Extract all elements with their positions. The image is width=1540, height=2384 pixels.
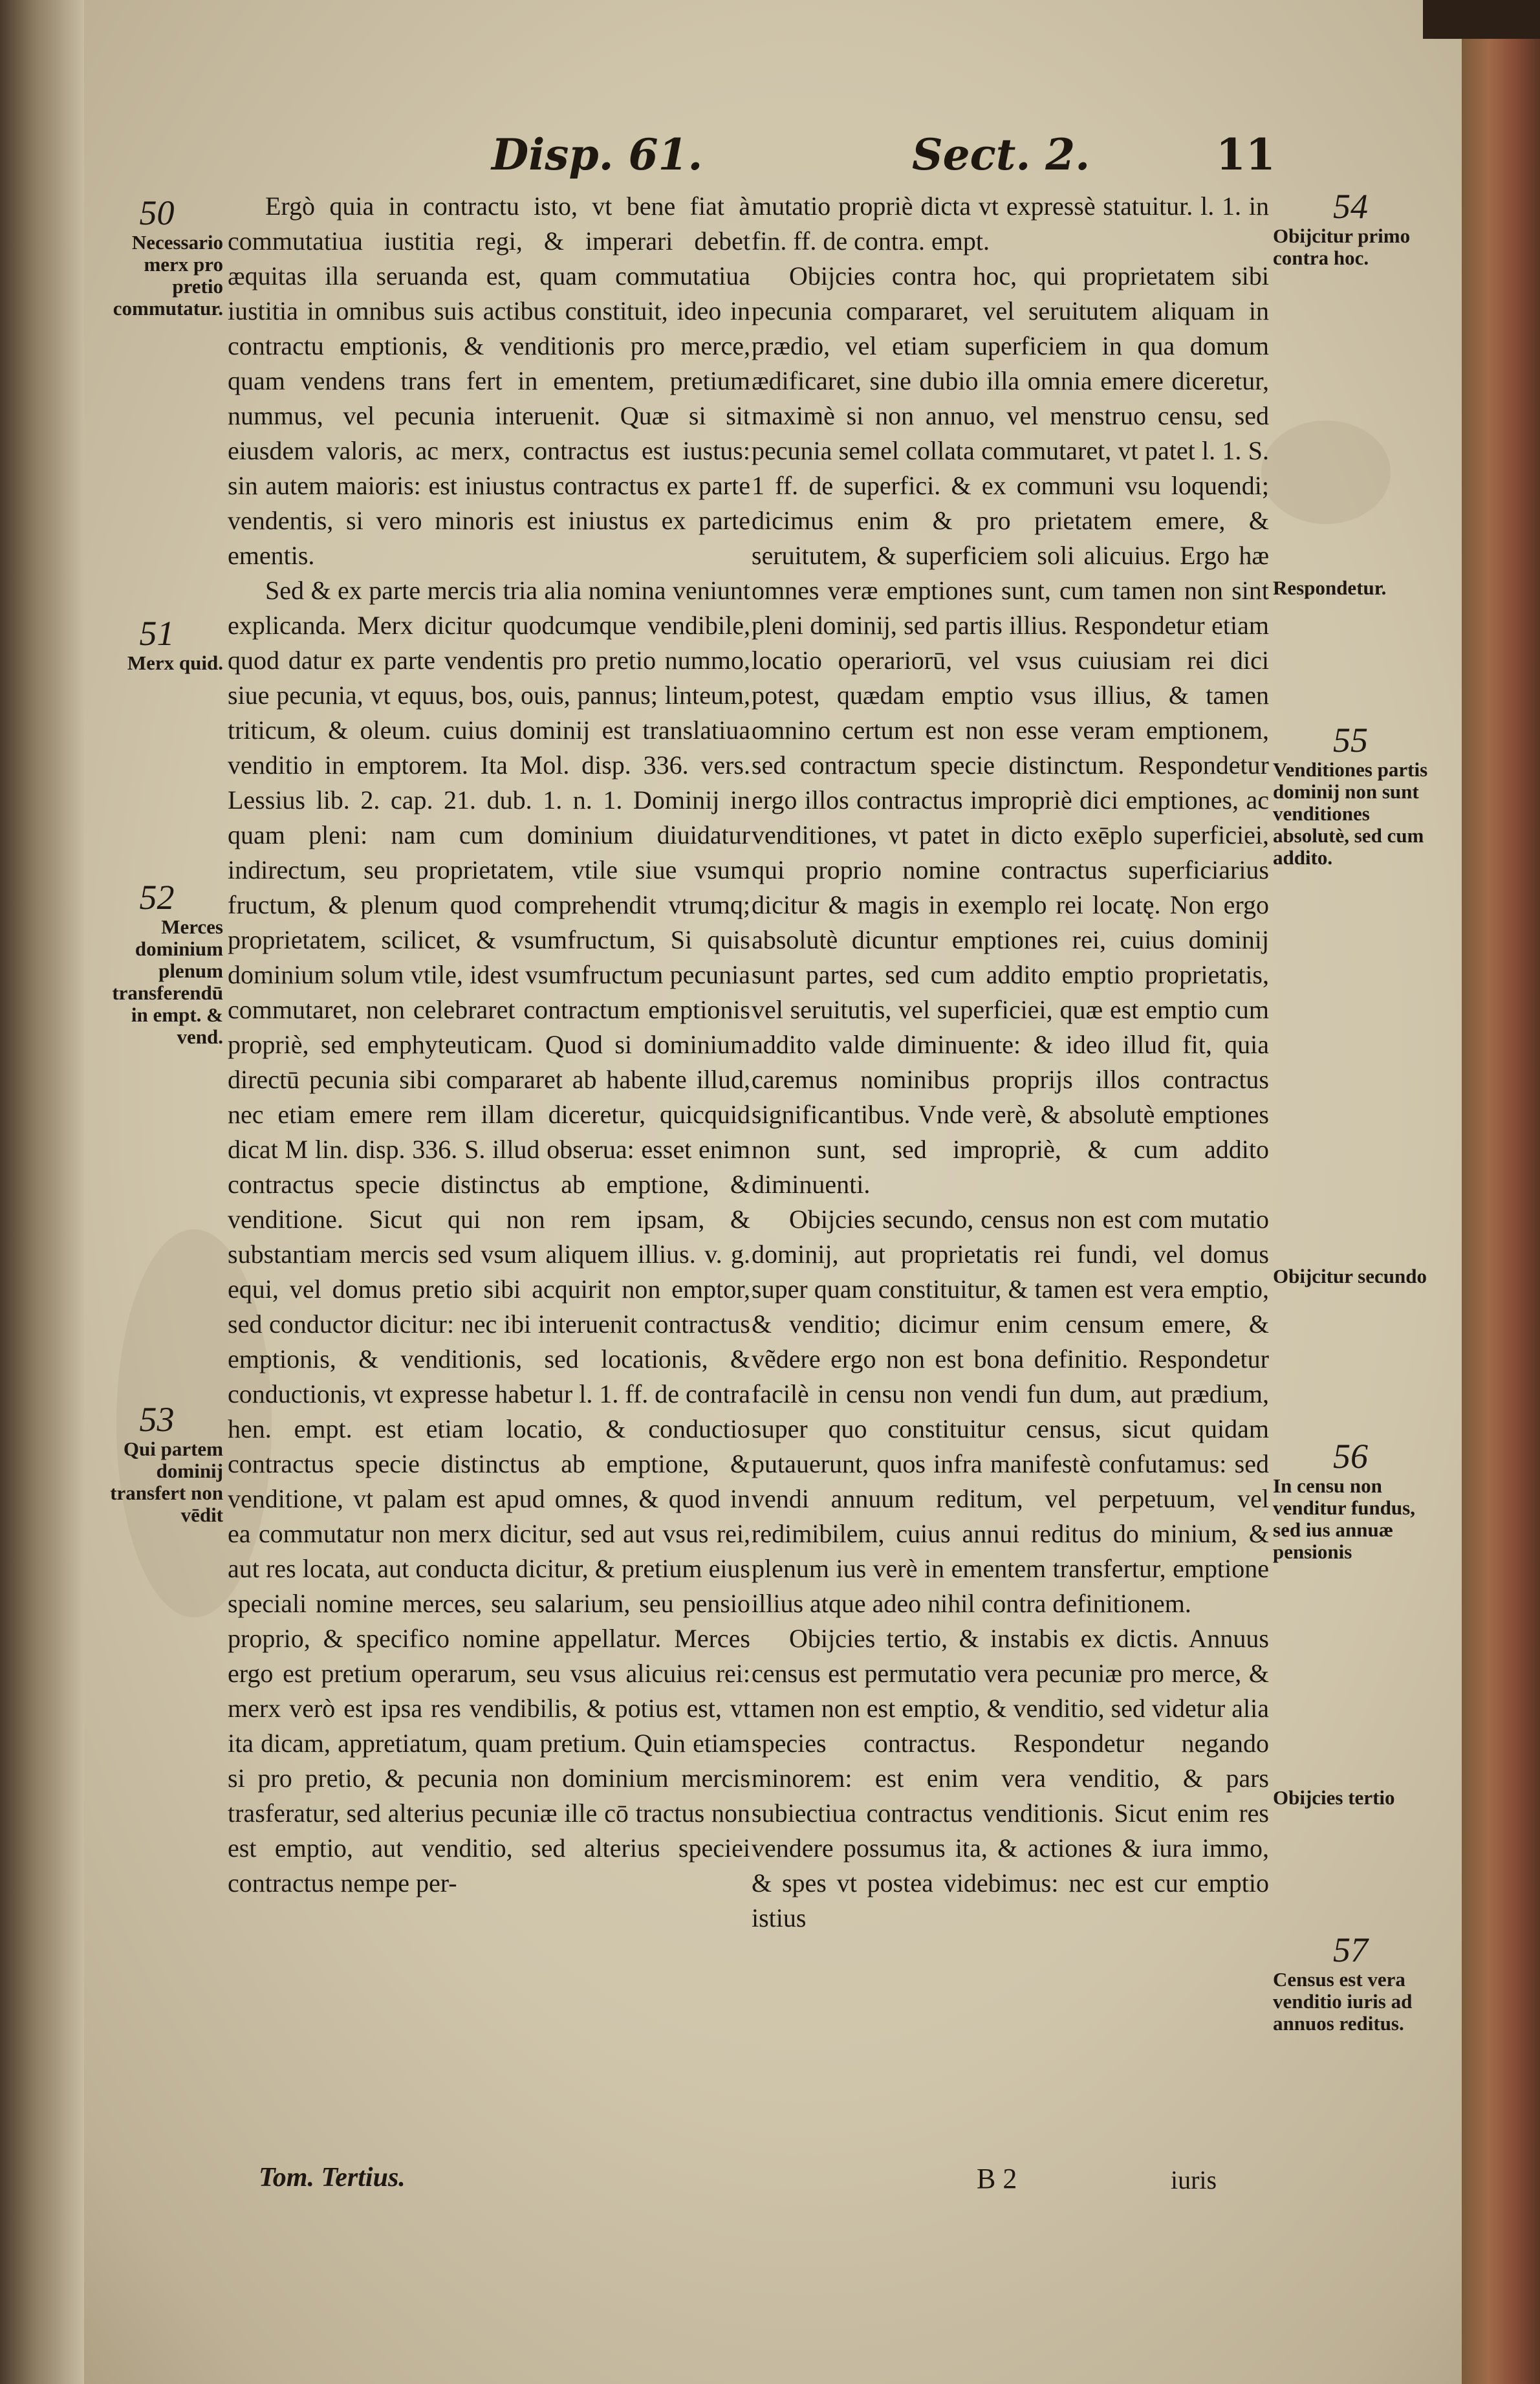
left-margin-note-51 <box>91 615 223 674</box>
marginal-number: 53 <box>139 1400 175 1439</box>
right-margin-note-obijcitur-secundo <box>1273 1265 1428 1287</box>
paper-stain <box>1261 421 1391 524</box>
marginal-number: 50 <box>139 193 175 232</box>
gutter-shadow <box>0 0 84 2384</box>
header-section: Sect. 2. <box>912 129 1090 180</box>
left-margin-note-52 <box>91 879 223 1048</box>
right-margin-note-obijcies-tertio <box>1273 1787 1428 1809</box>
marginal-note-text: Necessario merx pro pretio commutatur. <box>113 231 223 320</box>
paragraph: Sed & ex parte mercis tria alia nomina veniunt explicanda. Merx dicitur quodcumque vendibile, quod datur ex parte vendentis pro pretio nummo, siue pecunia, vt equus, bos, ouis, pannus; linteum, triticum, & oleum. cuius dominij est translatiua venditio in emptorem. Ita Mol. disp. 336. vers. Lessius lib. 2. cap. 21. dub. 1. n. 1. Dominij in quam pleni: nam cum dominium diuidatur indirectum, seu proprietatem, vtile siue vsum fructum, & plenum quod comprehendit vtrumq; proprietatem, scilicet, & vsumfructum, Si quis dominium solum vtile, idest vsumfructum pecunia commutaret, non celebraret contractum emptionis propriè, sed emphyteuticam. Quod si dominium directū pecunia sibi compararet ab habente illud, nec etiam emere rem illam diceretur, quicquid dicat M lin. disp. 336. S. illud obserua: esset enim contractus specie distinctus ab emptione, & venditione. Sicut qui non rem ipsam, & substantiam mercis sed vsum aliquem illius. v. g. equi, vel domus pretio sibi acquirit non emptor, sed conductor dicitur: nec ibi interuenit contractus emptionis, & venditionis, sed locationis, & conductionis, vt expresse habetur l. 1. ff. de contra hen. empt. est etiam locatio, & conductio contractus specie distinctus ab emptione, & venditione, vt palam est apud omnes, & quod in ea commutatur non merx dicitur, sed aut vsus rei, aut res locata, aut conducta dicitur, & pretium eius speciali nomine merces, seu salarium, seu pensio proprio, & specifico nomine appellatur. Merces ergo est pretium operarum, seu vsus alicuius rei: merx verò est ipsa res vendibilis, & potius est, vt ita dicam, appretiatum, quam pretium. Quin etiam si pro pretio, & pecunia non dominium mercis trasferatur, sed alterius pecuniæ ille cō tractus non est emptio, aut venditio, sed alterius speciei contractus nempe per- <box>228 576 750 1897</box>
background-corner <box>1423 0 1540 39</box>
volume-footer: Tom. Tertius. <box>259 2163 406 2193</box>
paragraph: Obijcies contra hoc, qui proprietatem sibi pecunia compararet, vel seruitutem aliquam in prædio, vel etiam superficiem in qua domum ædificaret, sine dubio illa omnia emere diceretur, maximè si non annuo, vel menstruo censu, sed pecunia semel collata commutaret, vt patet l. 1. S. 1 ff. de superfici. & ex communi vsu loquendi; dicimus enim & pro prietatem emere, & seruitutem, & superficiem soli alicuius. Ergo hæ omnes veræ emptiones sunt, cum tamen non sint pleni dominij, sed partis illius. Respondetur etiam locatio operariorū, vel vsus cuiusiam rei dici potest, quædam emptio vsus illius, & tamen omnino certum est non esse veram emptionem, sed contractum specie distinctum. Respondetur ergo illos contractus impropriè dici emptiones, ac venditiones, vt patet in dicto exēplo superficiei, qui proprio nomine contractus superficiarius dicitur & magis in exemplo rei locatę. Non ergo absolutè dicuntur emptiones rei, cuius dominij sunt partes, sed cum addito emptio proprietatis, vel seruitutis, vel superficiei, quæ est emptio cum addito valde diminuente: & ideo illud fit, quia caremus nominibus proprijs illos contractus significantibus. Vnde verè, & absolutè emptiones non sunt, sed impropriè, & cum addito diminuenti. <box>752 261 1269 1199</box>
marginal-note-text: Qui partem dominij transfert non vēdit <box>110 1438 223 1526</box>
header-disputation: Disp. 61. <box>492 129 703 180</box>
page-number: 11 <box>1216 129 1275 180</box>
paragraph: Obijcies secundo, census non est com mutatio dominij, aut proprietatis rei fundi, vel domus super quam constituitur, & tamen est vera emptio, & venditio; dicimur enim censum emere, & vẽdere ergo non est bona definitio. Respondetur facilè in censu non vendi fun dum, aut prædium, super quo constituitur census, sicut quidam putauerunt, quos infra manifestè confutamus: sed vendi annuum reditum, vel perpetuum, vel redimibilem, cuius annui reditus do minium, & plenum ius verè in ementem transfertur, emptione illius atque adeo nihil contra definitionem. <box>752 1205 1269 1618</box>
marginal-note-text: In censu non venditur fundus, sed ius annuæ pensionis <box>1273 1474 1415 1563</box>
marginal-note-text: Obijcitur primo contra hoc. <box>1273 224 1411 269</box>
marginal-note-text: Obijcitur secundo <box>1273 1265 1427 1287</box>
right-text-column <box>752 189 1269 1936</box>
marginal-number: 56 <box>1333 1437 1368 1476</box>
right-margin-note-54 <box>1273 188 1428 269</box>
marginal-number: 54 <box>1333 187 1368 226</box>
marginal-note-text: Venditiones partis dominij non sunt venditiones absolutè, sed cum addito. <box>1273 758 1428 869</box>
left-margin-note-50 <box>91 194 223 320</box>
left-text-column <box>228 189 750 1901</box>
marginal-note-text: Obijcies tertio <box>1273 1786 1395 1809</box>
right-margin-note-56 <box>1273 1438 1428 1563</box>
marginal-note-text: Census est vera venditio iuris ad annuos reditus. <box>1273 1968 1413 2035</box>
paragraph: mutatio propriè dicta vt expressè statuitur. l. 1. in fin. ff. de contra. empt. <box>752 191 1269 256</box>
running-header <box>0 129 1462 188</box>
marginal-note-text: Merces dominium plenum transferendū in empt. & vend. <box>112 915 223 1048</box>
marginal-note-text: Merx quid. <box>127 651 223 674</box>
paragraph: Ergò quia in contractu isto, vt bene fiat à commutatiua iustitia regi, & imperari debet æquitas illa seruanda est, quam commutatiua iustitia in omnibus suis actibus constituit, ideo in contractu emptionis, & venditionis pro merce, quam vendens trans fert in ementem, pretium nummus, vel pecunia interuenit. Quæ si sit eiusdem valoris, ac merx, contractus est iustus: sin autem maioris: est iniustus contractus ex parte vendentis, si vero minoris est iniustus ex parte ementis. <box>228 191 750 570</box>
right-margin-note-respondetur <box>1273 577 1428 599</box>
left-margin-note-53 <box>91 1401 223 1526</box>
marginal-note-text: Respondetur. <box>1273 576 1387 599</box>
right-margin-note-55 <box>1273 721 1428 869</box>
marginal-number: 52 <box>139 878 175 917</box>
marginal-number: 57 <box>1333 1930 1368 1969</box>
signature-mark: B 2 <box>977 2163 1017 2194</box>
book-fore-edge <box>1462 0 1540 2384</box>
marginal-number: 55 <box>1333 721 1368 760</box>
catchword: iuris <box>1171 2165 1217 2194</box>
paragraph: Obijcies tertio, & instabis ex dictis. Annuus census est permutatio vera pecuniæ pro merce, & tamen non est emptio, & venditio, sed videtur alia species contractus. Respondetur negando minorem: est enim vera venditio, & pars subiectiua contractus venditionis. Sicut enim res vendere possumus ita, & actiones & iura immo, & spes vt postea videbimus: nec est cur emptio istius <box>752 1624 1269 1932</box>
right-margin-note-57 <box>1273 1931 1428 2035</box>
marginal-number: 51 <box>139 614 175 653</box>
